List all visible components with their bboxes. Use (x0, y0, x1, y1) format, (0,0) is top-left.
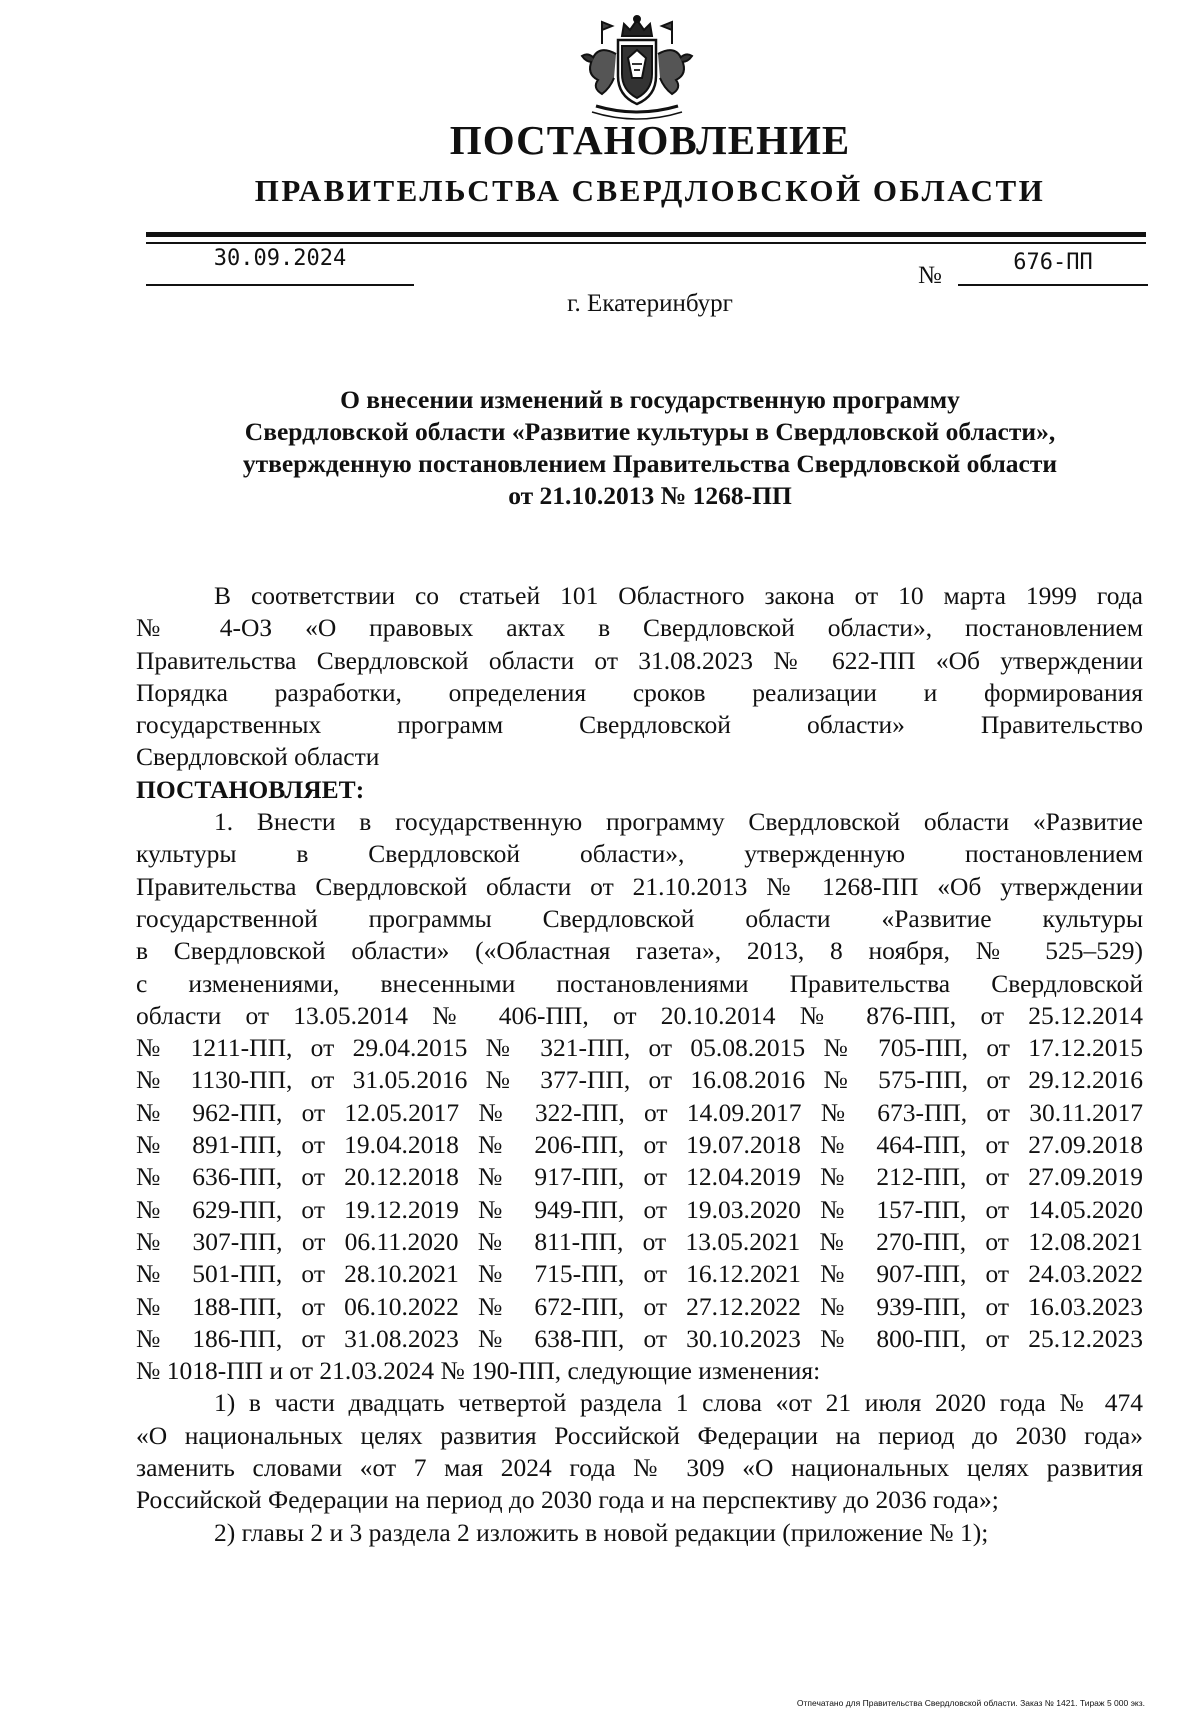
document-date: 30.09.2024 (213, 246, 347, 271)
body-line: 1. Внести в государственную программу Свердловской области «Развитие (214, 807, 1143, 837)
body-line: № 307-ПП, от 06.11.2020 № 811-ПП, от 13.05.2021 № 270-ПП, от 12.08.2021 (136, 1226, 1143, 1256)
number-sign: № (918, 262, 942, 289)
body-line: Правительства Свердловской области от 21.10.2013 № 1268-ПП «Об утверждении (136, 871, 1143, 901)
body-line: «О национальных целях развития Российской Федерации на период до 2030 года» (136, 1420, 1143, 1450)
body-line: области от 13.05.2014 № 406-ПП, от 20.10.2014 № 876-ПП, от 25.12.2014 (136, 1000, 1143, 1030)
title-line: О внесении изменений в государственную программу (340, 385, 960, 414)
body-line: заменить словами «от 7 мая 2024 года № 309 «О национальных целях развития (136, 1453, 1143, 1483)
body-line: № 962-ПП, от 12.05.2017 № 322-ПП, от 14.09.2017 № 673-ПП, от 30.11.2017 (136, 1097, 1143, 1127)
resolves-heading: ПОСТАНОВЛЯЕТ: (136, 774, 365, 804)
body-line: № 1130-ПП, от 31.05.2016 № 377-ПП, от 16.08.2016 № 575-ПП, от 29.12.2016 (136, 1065, 1143, 1095)
number-underline (958, 284, 1148, 286)
title-line: утвержденную постановлением Правительства Свердловской области (242, 449, 1058, 478)
body-line: государственных программ Свердловской области» Правительство (136, 710, 1143, 740)
document-number: 676-ПП (1013, 250, 1093, 275)
document-city: г. Екатеринбург (567, 290, 733, 317)
body-line: № 1018-ПП и от 21.03.2024 № 190-ПП, следующие изменения: (136, 1356, 821, 1386)
body-line: В соответствии со статьей 101 Областного закона от 10 марта 1999 года (214, 581, 1143, 610)
body-line: с изменениями, внесенными постановлениями Правительства Свердловской (136, 968, 1143, 998)
date-underline (146, 284, 414, 286)
body-line: Свердловской области (136, 742, 380, 772)
document-type: ПОСТАНОВЛЕНИЕ (449, 117, 851, 163)
body-line: Российской Федерации на период до 2030 года и на перспективу до 2036 года»; (136, 1485, 999, 1515)
header-rule-thick (146, 232, 1146, 237)
body-line: № 4-ОЗ «О правовых актах в Свердловской области», постановлением (136, 613, 1143, 643)
body-line: 1) в части двадцать четвертой раздела 1 слова «от 21 июля 2020 года № 474 (214, 1388, 1143, 1418)
title-line: Свердловской области «Развитие культуры в Свердловской области», (244, 417, 1056, 446)
title-line: от 21.10.2013 № 1268-ПП (508, 481, 792, 510)
body-line: Правительства Свердловской области от 31.08.2023 № 622-ПП «Об утверждении (136, 645, 1143, 675)
coat-of-arms-icon (562, 14, 712, 124)
header-rule-thin (146, 242, 1146, 244)
body-line: в Свердловской области» («Областная газета», 2013, 8 ноября, № 525–529) (136, 936, 1143, 966)
body-line: государственной программы Свердловской области «Развитие культуры (136, 903, 1143, 933)
body-line: № 186-ПП, от 31.08.2023 № 638-ПП, от 30.10.2023 № 800-ПП, от 25.12.2023 (136, 1323, 1143, 1353)
body-line: № 1211-ПП, от 29.04.2015 № 321-ПП, от 05.08.2015 № 705-ПП, от 17.12.2015 (136, 1033, 1143, 1063)
body-line: культуры в Свердловской области», утвержденную постановлением (136, 839, 1143, 869)
body-line: № 891-ПП, от 19.04.2018 № 206-ПП, от 19.07.2018 № 464-ПП, от 27.09.2018 (136, 1130, 1143, 1160)
document-body (136, 580, 1143, 1549)
body-line: 2) главы 2 и 3 раздела 2 изложить в новой редакции (приложение № 1); (214, 1517, 989, 1547)
print-note: Отпечатано для Правительства Свердловской области. Заказ № 1421. Тираж 5 000 экз. (796, 1698, 1145, 1708)
body-line: Порядка разработки, определения сроков реализации и формирования (136, 677, 1143, 707)
issuing-authority: ПРАВИТЕЛЬСТВА СВЕРДЛОВСКОЙ ОБЛАСТИ (254, 173, 1046, 208)
body-line: № 636-ПП, от 20.12.2018 № 917-ПП, от 12.04.2019 № 212-ПП, от 27.09.2019 (136, 1162, 1143, 1192)
body-line: № 501-ПП, от 28.10.2021 № 715-ПП, от 16.12.2021 № 907-ПП, от 24.03.2022 (136, 1259, 1143, 1289)
document-title (150, 384, 1150, 512)
body-line: № 188-ПП, от 06.10.2022 № 672-ПП, от 27.12.2022 № 939-ПП, от 16.03.2023 (136, 1291, 1143, 1321)
body-line: № 629-ПП, от 19.12.2019 № 949-ПП, от 19.03.2020 № 157-ПП, от 14.05.2020 (136, 1194, 1143, 1224)
